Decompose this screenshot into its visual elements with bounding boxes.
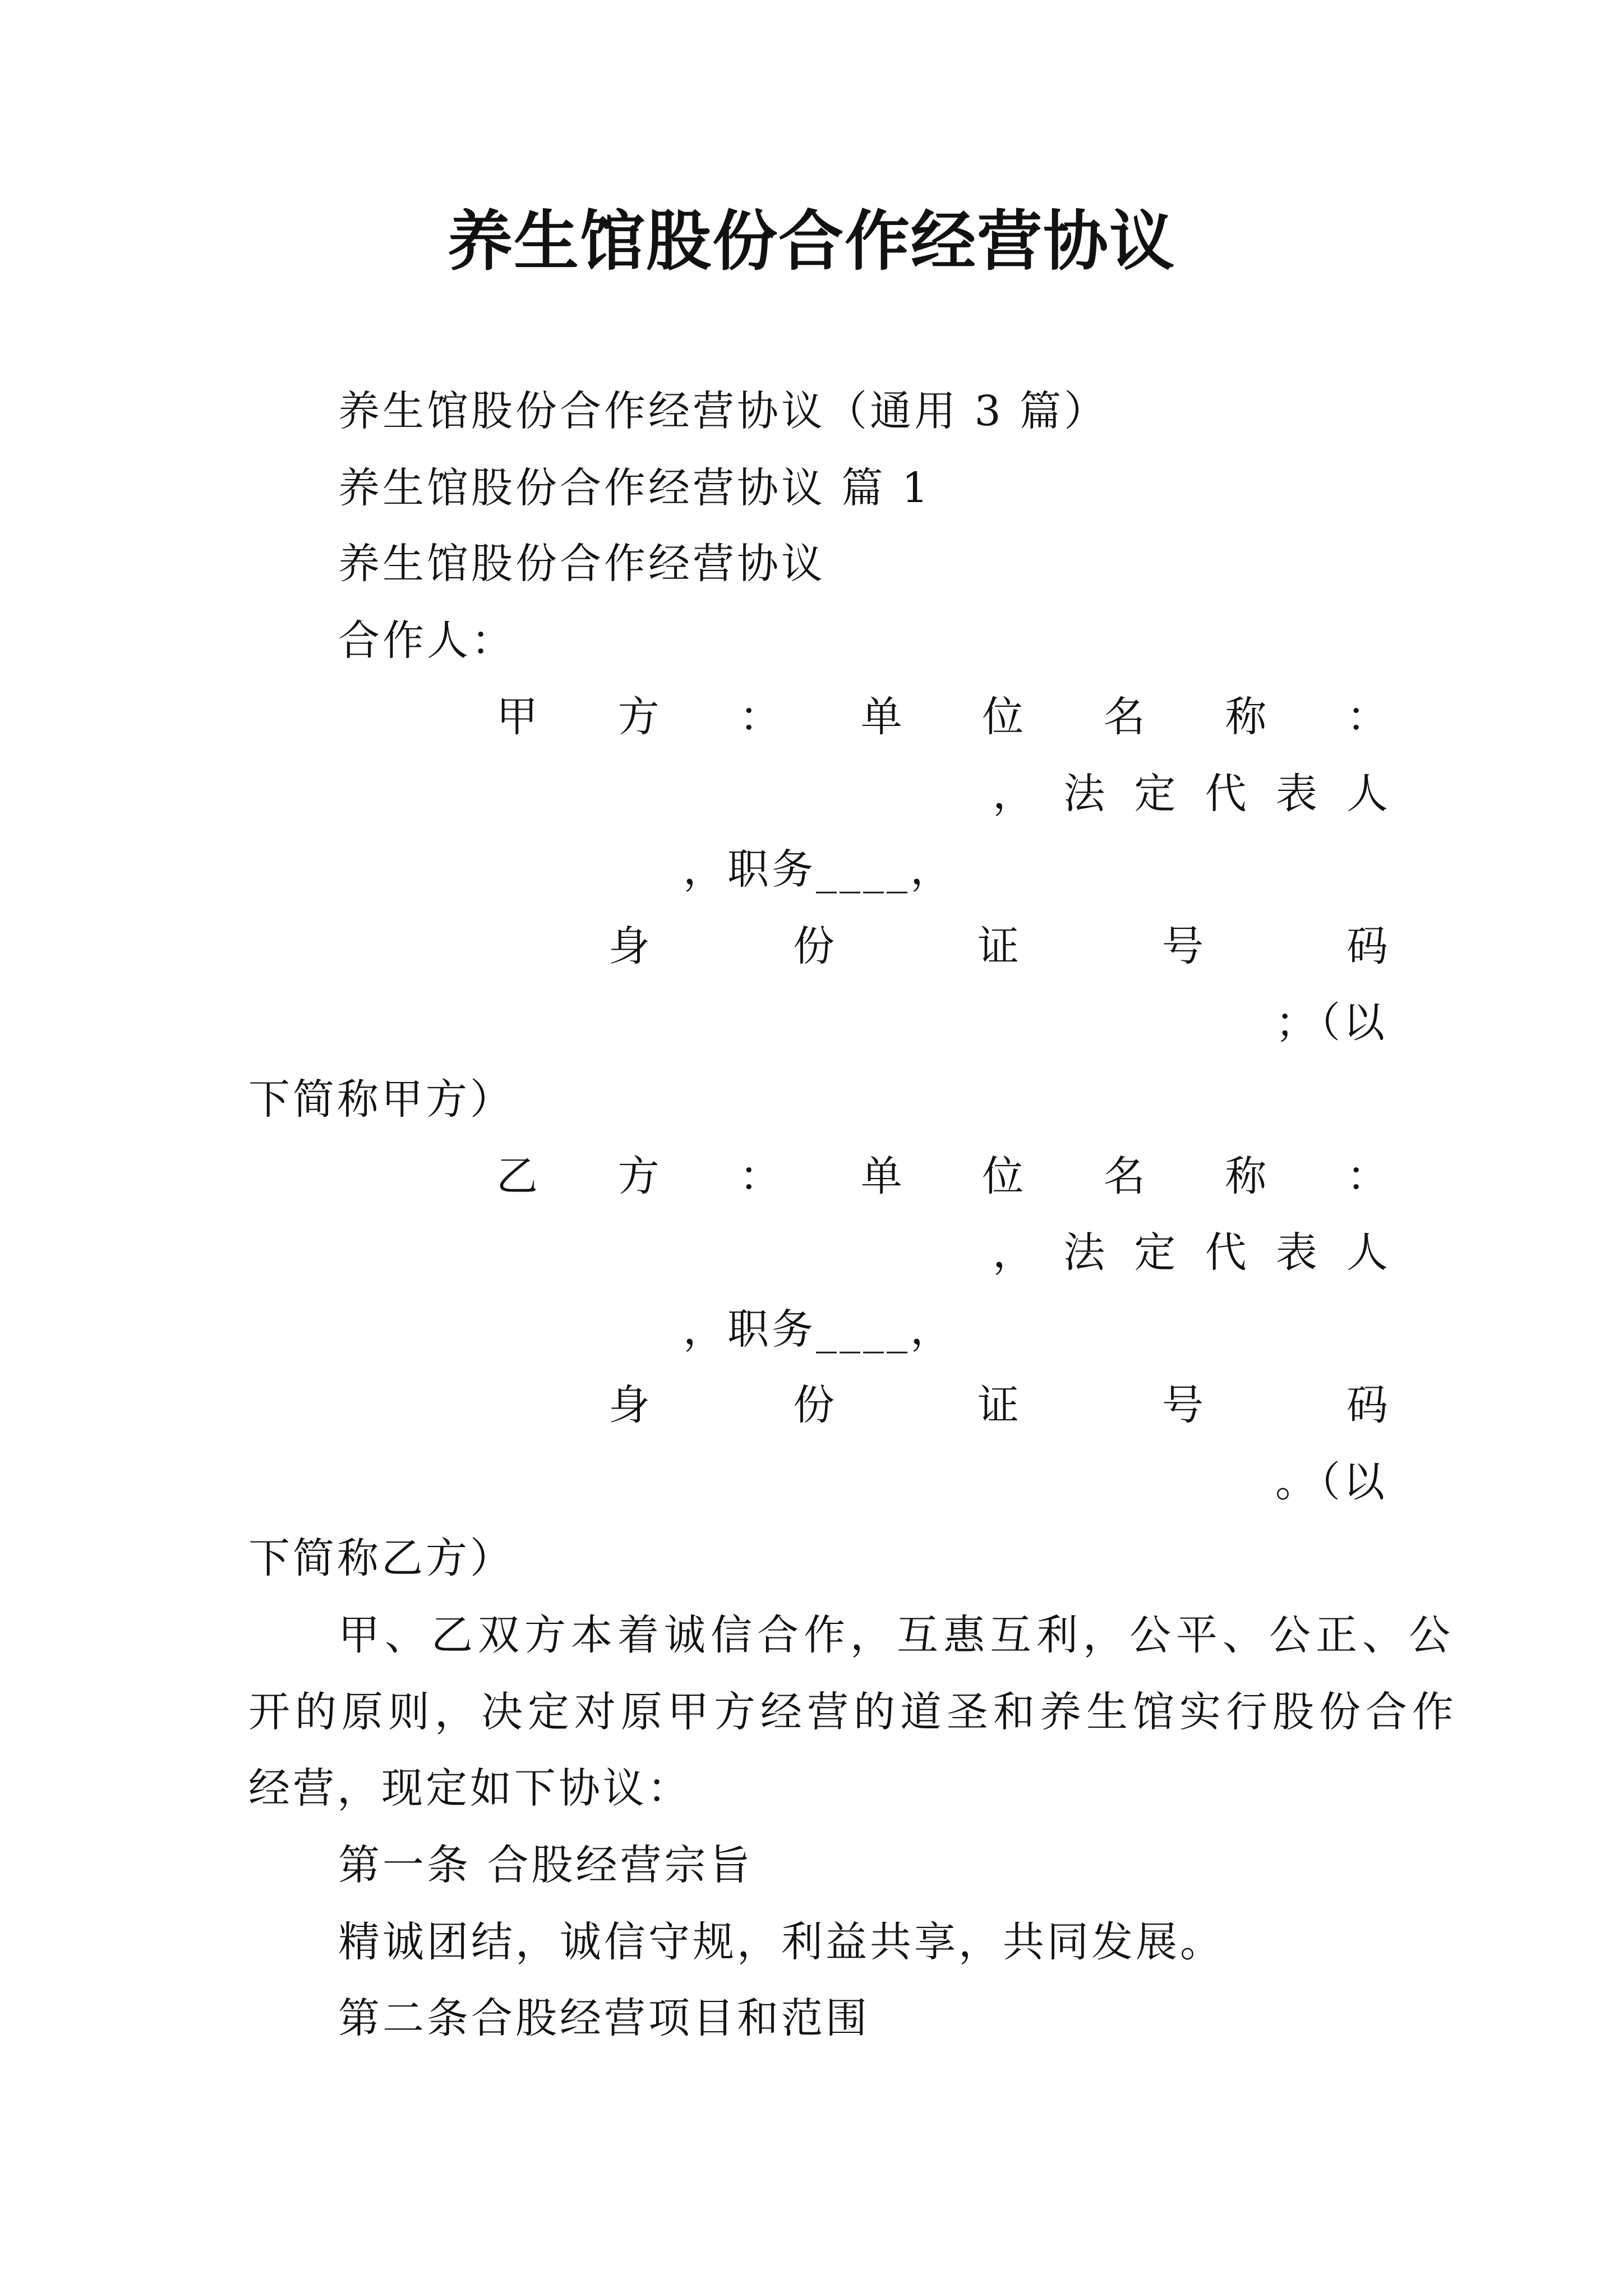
party-a-position: ，职务____，: [683, 845, 955, 894]
article-heading: 第二条合股经营项目和范围: [338, 1994, 870, 2042]
document-title: 养生馆股份合作经营协议: [448, 203, 1175, 279]
paragraph-line: 经营，现定如下协议：: [248, 1764, 691, 1812]
party-a-char: ：: [1346, 693, 1388, 741]
party-a-name-row: [496, 689, 1388, 745]
party-b-char: ：: [1346, 1152, 1388, 1200]
party-a-rep-char: 人: [1346, 770, 1388, 818]
party-a-id-char: 身: [608, 922, 650, 970]
party-a-id-char: 证: [978, 922, 1019, 970]
party-a-id-char: 码: [1347, 922, 1388, 970]
party-b-id-char: 身: [608, 1381, 650, 1429]
party-a-char: 单: [860, 693, 902, 741]
subtitle-line: 养生馆股份合作经营协议（通用 3 篇）: [338, 387, 1109, 435]
paragraph-line: 开的原则，决定对原甲方经营的道圣和养生馆实行股份合作: [248, 1688, 1459, 1736]
party-b-char: 乙: [496, 1152, 538, 1200]
article-heading: 第一条 合股经营宗旨: [338, 1841, 753, 1889]
party-b-rep-char: 法: [1063, 1228, 1105, 1277]
party-a-rep-char: 代: [1205, 770, 1247, 818]
party-a-char: 位: [982, 693, 1024, 741]
partners-label: 合作人：: [338, 616, 515, 665]
party-a-char: 名: [1103, 693, 1145, 741]
party-a-char: 甲: [496, 693, 538, 741]
paragraph-line: 甲、乙双方本着诚信合作，互惠互利，公平、公正、公: [338, 1611, 1455, 1659]
party-a-rep-char: 定: [1134, 770, 1176, 818]
party-a-rep-row: [993, 766, 1388, 822]
party-a-rep-char: ，: [993, 770, 1034, 818]
party-b-name-row: [496, 1148, 1388, 1204]
party-a-rep-char: 表: [1275, 770, 1317, 818]
party-a-rep-char: 法: [1063, 770, 1105, 818]
party-b-id-char: 号: [1162, 1381, 1204, 1429]
party-a-id-char: 份: [793, 922, 834, 970]
party-b-rep-char: 表: [1275, 1228, 1317, 1277]
party-b-char: 方: [617, 1152, 660, 1200]
party-b-rep-char: 定: [1134, 1228, 1176, 1277]
party-b-rep-char: ，: [993, 1228, 1034, 1277]
party-a-id-char: 号: [1162, 922, 1204, 970]
article-body: 精诚团结，诚信守规，利益共享，共同发展。: [338, 1918, 1224, 1966]
party-b-rep-char: 代: [1205, 1228, 1247, 1277]
party-b-rep-char: 人: [1346, 1228, 1388, 1277]
party-b-id-char: 份: [793, 1381, 834, 1429]
party-b-char: 名: [1103, 1152, 1145, 1200]
party-b-position: ，职务____，: [683, 1305, 955, 1354]
party-b-char: 称: [1225, 1152, 1267, 1200]
party-b-end: 。（以: [1275, 1458, 1387, 1506]
party-a-id-row: [608, 918, 1388, 974]
party-b-id-row: [608, 1377, 1388, 1433]
party-b-id-char: 证: [978, 1381, 1019, 1429]
party-a-short-name: 下简称甲方）: [248, 1075, 514, 1124]
party-a-char: 称: [1225, 693, 1267, 741]
party-a-end: ；（以: [1275, 999, 1387, 1047]
party-b-short-name: 下简称乙方）: [248, 1534, 514, 1582]
party-a-char: ：: [739, 693, 781, 741]
party-b-char: 单: [860, 1152, 902, 1200]
party-b-char: 位: [982, 1152, 1024, 1200]
party-a-char: 方: [617, 693, 660, 741]
section-heading: 养生馆股份合作经营协议 篇 1: [338, 464, 932, 512]
agreement-name: 养生馆股份合作经营协议: [338, 540, 826, 588]
party-b-char: ：: [739, 1152, 781, 1200]
party-b-id-char: 码: [1347, 1381, 1388, 1429]
party-b-rep-row: [993, 1225, 1388, 1281]
